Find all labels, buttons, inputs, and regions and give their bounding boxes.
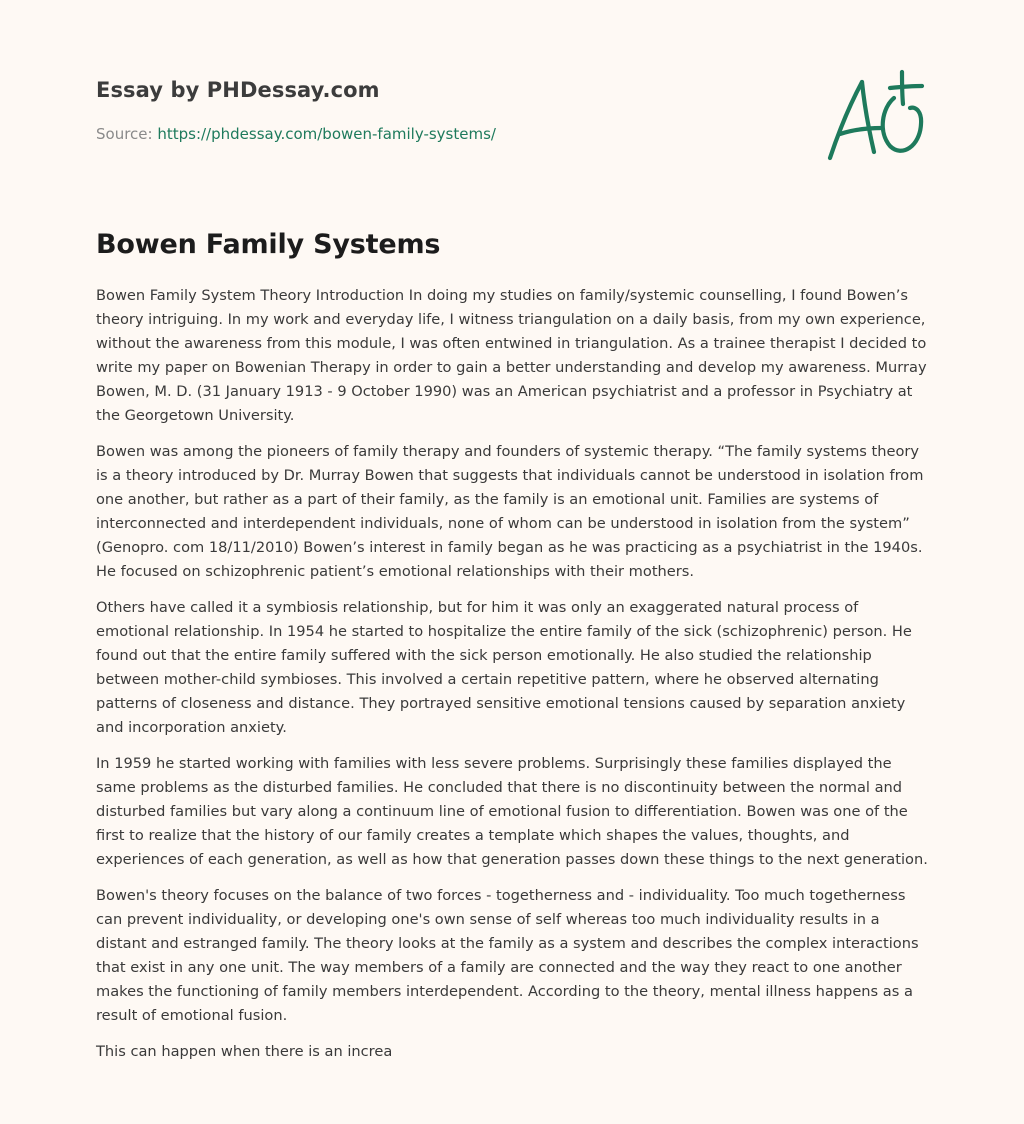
article-title: Bowen Family Systems: [96, 229, 441, 260]
source-link[interactable]: https://phdessay.com/bowen-family-systems/: [157, 125, 496, 143]
article-paragraph: Bowen Family System Theory Introduction In doing my studies on family/systemic counselling, I found Bowen’s theory intriguing. In my work and everyday life, I witness triangulation on a daily basis, from my own experience, without the awareness from this module, I was often entwined in triangulation. As a trainee therapist I decided to write my paper on Bowenian Therapy in order to gain a better understanding and develop my awareness. Murray Bowen, M. D. (31 January 1913 - 9 October 1990) was an American psychiatrist and a professor in Psychiatry at the Georgetown University.: [96, 287, 927, 424]
source-line: [96, 124, 496, 144]
article-body: [96, 284, 930, 1076]
article-paragraph: Others have called it a symbiosis relationship, but for him it was only an exaggerated natural process of emotional relationship. In 1954 he started to hospitalize the entire family of the sick (schizophrenic) person. He found out that the entire family suffered with the sick person emotionally. He also studied the relationship between mother-child symbioses. This involved a certain repetitive pattern, where he observed alternating patterns of closeness and distance. They portrayed sensitive emotional tensions caused by separation anxiety and incorporation anxiety.: [96, 599, 912, 736]
article-paragraph: This can happen when there is an increa: [96, 1043, 393, 1060]
article-paragraph: Bowen was among the pioneers of family therapy and founders of systemic therapy. “The family systems theory is a theory introduced by Dr. Murray Bowen that suggests that individuals cannot be understood in isolation from one another, but rather as a part of their family, as the family is an emotional unit. Families are systems of interconnected and interdependent individuals, none of whom can be understood in isolation from the system” (Genopro. com 18/11/2010) Bowen’s interest in family began as he was practicing as a psychiatrist in the 1940s. He focused on schizophrenic patient’s emotional relationships with their mothers.: [96, 443, 924, 580]
site-brand: Essay by PHDessay.com: [96, 78, 380, 102]
article-paragraph: Bowen's theory focuses on the balance of two forces - togetherness and - individuality. Too much togetherness can prevent individuality, or developing one's own sense of self whereas too much individuality results in a distant and estranged family. The theory looks at the family as a system and describes the complex interactions that exist in any one unit. The way members of a family are connected and the way they react to one another makes the functioning of family members interdependent. According to the theory, mental illness happens as a result of emotional fusion.: [96, 887, 919, 1024]
source-label: Source:: [96, 125, 158, 143]
a-plus-grade-icon: [822, 68, 926, 164]
article-paragraph: In 1959 he started working with families with less severe problems. Surprisingly these families displayed the same problems as the disturbed families. He concluded that there is no discontinuity between the normal and disturbed families but vary along a continuum line of emotional fusion to differentiation. Bowen was one of the first to realize that the history of our family creates a template which shapes the values, thoughts, and experiences of each generation, as well as how that generation passes down these things to the next generation.: [96, 755, 928, 868]
page-header: [96, 76, 928, 143]
